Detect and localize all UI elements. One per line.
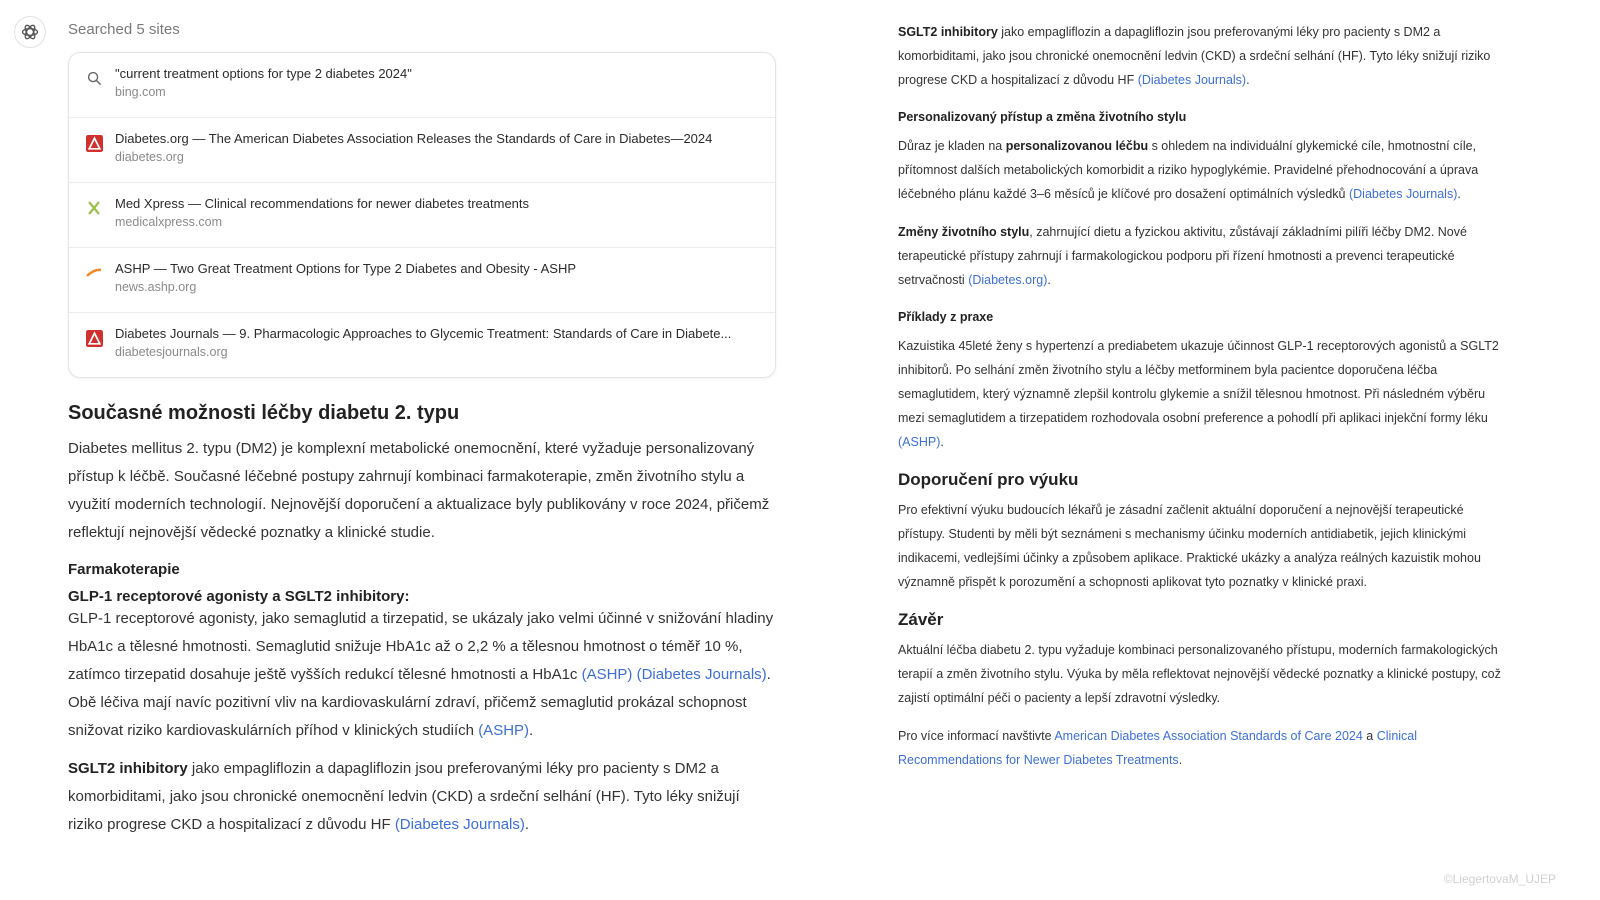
source-title: Med Xpress — Clinical recommendations for newer diabetes treatments	[115, 196, 530, 211]
source-item[interactable]	[69, 247, 775, 312]
source-title: "current treatment options for type 2 diabetes 2024"	[115, 66, 412, 81]
examples-heading: Příklady z praxe	[898, 310, 994, 324]
citation-link-diabetes-journals[interactable]: (Diabetes Journals)	[394, 816, 525, 833]
search-icon	[83, 67, 105, 89]
examples-paragraph: Kazuistika 45leté ženy s hypertenzí a prediabetem ukazuje účinnost GLP-1 receptorových agonistů a SGLT2 inhibitorů. Po selhání změn životního stylu a léčby metforminem byla pacientce doporučena léčba semaglutidem, který významně zlepšil kontrolu glykemie a snížil tělesnou hmotnost. Při následném výběru mezi semaglutidem a tirzepatidem rozhodovala osobní preference a pohodlí při aplikaci injekční formy léku (ASHP).	[898, 339, 1499, 449]
sources-list	[68, 52, 776, 378]
page-title: Současné možnosti léčby diabetu 2. typu	[68, 402, 460, 424]
source-domain: news.ashp.org	[115, 280, 197, 294]
source-title: ASHP — Two Great Treatment Options for Type 2 Diabetes and Obesity - ASHP	[115, 261, 576, 276]
citation-link-diabetes-journals[interactable]: (Diabetes Journals)	[1348, 187, 1458, 201]
searched-sites-toggle[interactable]: Searched 5 sites	[68, 21, 180, 38]
glp1-paragraph: GLP-1 receptorové agonisty, jako semaglutid a tirzepatid, se ukázaly jako velmi účinné v snižování hladiny HbA1c a tělesné hmotnosti. Semaglutid snižuje HbA1c až o 2,2 % a tělesnou hmotnost o téměř 10 %, zatímco tirzepatid dosahuje ještě vyšších redukcí tělesné hmotnosti a HbA1c (ASHP) (Diabetes Journals). Obě léčiva mají navíc pozitivní vliv na kardiovaskulární zdraví, přičemž semaglutid prokázal schopnost snižovat riziko kardiovaskulárních příhod v klinických studiích (ASHP).	[68, 610, 774, 739]
conclusion-paragraph: Aktuální léčba diabetu 2. typu vyžaduje kombinaci personalizovaného přístupu, moderních farmakologických terapií a změn životního stylu. Výuka by měla reflektovat nejnovější vědecké poznatky a klinické postupy, což zajistí optimální péči o pacienty a lepší zdravotní výsledky.	[898, 643, 1501, 705]
source-domain: medicalxpress.com	[115, 215, 222, 229]
source-domain: bing.com	[115, 85, 166, 99]
source-title: Diabetes.org — The American Diabetes Association Releases the Standards of Care in Diabetes—2024	[115, 131, 713, 146]
watermark: ©LiegertovaM_UJEP	[1443, 872, 1556, 886]
citation-link-ashp[interactable]: (ASHP)	[898, 435, 941, 449]
source-item[interactable]	[69, 182, 775, 247]
citation-link-diabetes-journals[interactable]: (Diabetes Journals)	[1137, 73, 1247, 87]
sglt2-paragraph: SGLT2 inhibitory jako empagliflozin a dapagliflozin jsou preferovanými léky pro pacienty s DM2 a komorbiditami, jako jsou chronické onemocnění ledvin (CKD) a srdeční selhání (HF). Tyto léky snižují riziko progrese CKD a hospitalizací z důvodu HF (Diabetes Journals).	[68, 760, 740, 833]
more-info-paragraph: Pro více informací navštivte American Diabetes Association Standards of Care 2024 a Clinical Recommendations for Newer Diabetes Treatments.	[898, 729, 1418, 767]
intro-paragraph: Diabetes mellitus 2. typu (DM2) je komplexní metabolické onemocnění, které vyžaduje personalizovaný přístup k léčbě. Současné léčebné postupy zahrnují kombinaci farmakoterapie, změn životního stylu a využití moderních technologií. Nejnovější doporučení a aktualizace byly publikovány v roce 2024, přičemž reflektují nejnovější vědecké poznatky a klinické studie.	[68, 440, 770, 541]
citation-link-diabetes-journals[interactable]: (Diabetes Journals)	[636, 666, 767, 683]
left-column	[68, 18, 778, 849]
source-domain: diabetesjournals.org	[115, 345, 228, 359]
conclusion-heading: Závěr	[898, 610, 944, 629]
glp1-heading: GLP-1 receptorové agonisty a SGLT2 inhibitory:	[68, 588, 410, 605]
assistant-avatar-icon	[14, 16, 46, 48]
personalized-heading: Personalizovaný přístup a změna životního stylu	[898, 110, 1187, 124]
right-column	[898, 20, 1510, 786]
clinical-recommendations-link[interactable]: Clinical Recommendations for Newer Diabetes Treatments	[898, 729, 1418, 767]
ada-logo-icon	[83, 327, 105, 349]
ada-standards-link[interactable]: American Diabetes Association Standards of Care 2024	[1054, 729, 1363, 743]
teaching-paragraph: Pro efektivní výuku budoucích lékařů je zásadní začlenit aktuální doporučení a nejnovější terapeutické přístupy. Studenti by měli být seznámeni s mechanismy účinku moderních antidiabetik, jejich klinickými indikacemi, vedlejšími účinky a způsobem aplikace. Praktické ukázky a analýza reálných kazuistik mohou významně přispět k porozumění a schopnosti aplikovat tyto poznatky v klinické praxi.	[898, 503, 1481, 589]
medxpress-logo-icon	[83, 197, 105, 219]
ashp-logo-icon	[83, 262, 105, 284]
pharmacotherapy-heading: Farmakoterapie	[68, 561, 180, 578]
teaching-heading: Doporučení pro výuku	[898, 470, 1079, 489]
personalized-paragraph: Důraz je kladen na personalizovanou léčbu s ohledem na individuální glykemické cíle, hmotnostní cíle, přítomnost dalších metabolických komorbidit a riziko hypoglykémie. Pravidelné přehodnocování a úprava léčebného plánu každé 3–6 měsíců je klíčové pro dosažení optimálních výsledků (Diabetes Journals).	[898, 139, 1479, 201]
ada-logo-icon	[83, 132, 105, 154]
source-item[interactable]	[69, 312, 775, 377]
sglt2-paragraph: SGLT2 inhibitory jako empagliflozin a dapagliflozin jsou preferovanými léky pro pacienty s DM2 a komorbiditami, jako jsou chronické onemocnění ledvin (CKD) a srdeční selhání (HF). Tyto léky snižují riziko progrese CKD a hospitalizací z důvodu HF (Diabetes Journals).	[898, 25, 1491, 87]
source-domain: diabetes.org	[115, 150, 184, 164]
source-title: Diabetes Journals — 9. Pharmacologic Approaches to Glycemic Treatment: Standards of Care in Diabete...	[115, 326, 732, 341]
source-item[interactable]	[69, 53, 775, 117]
citation-link-ashp[interactable]: (ASHP)	[581, 666, 633, 683]
citation-link-diabetes-org[interactable]: (Diabetes.org)	[968, 273, 1048, 287]
source-item[interactable]	[69, 117, 775, 182]
citation-link-ashp[interactable]: (ASHP)	[478, 722, 530, 739]
lifestyle-paragraph: Změny životního stylu, zahrnující dietu a fyzickou aktivitu, zůstávají základními pilíři léčby DM2. Nové terapeutické přístupy zahrnují i farmakologickou podporu při řízení hmotnosti a prevenci terapeutické setrvačnosti (Diabetes.org).	[898, 225, 1467, 287]
